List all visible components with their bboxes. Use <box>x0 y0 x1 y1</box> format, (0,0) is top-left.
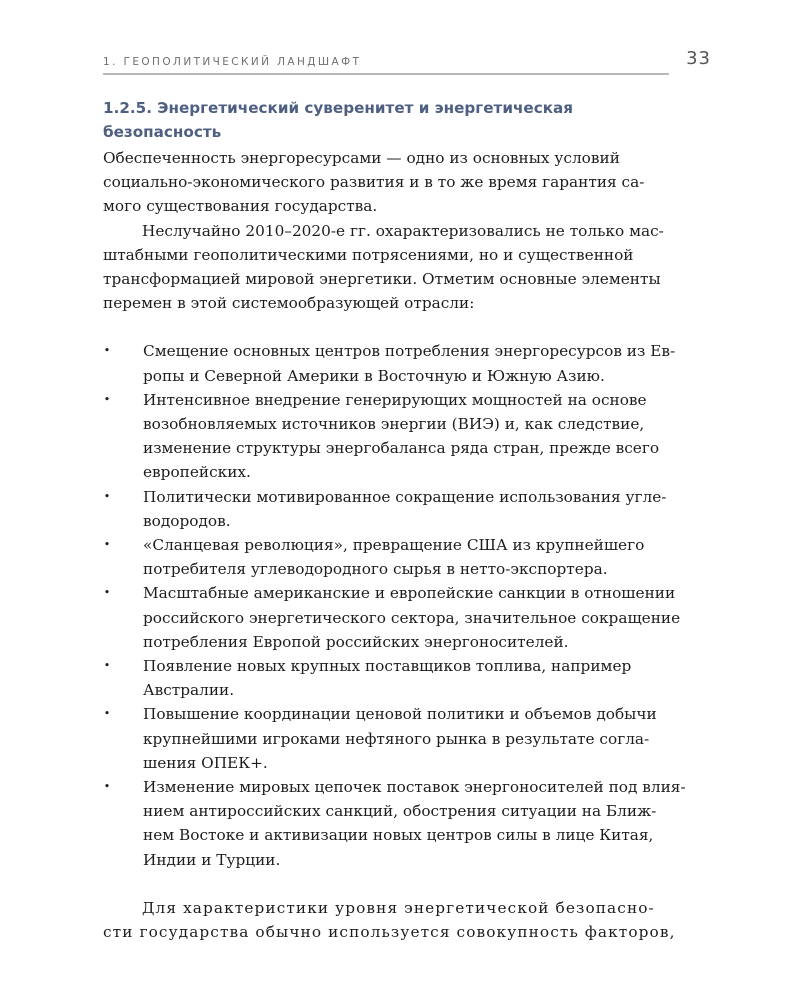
list-item <box>103 339 710 387</box>
bullet-icon: • <box>103 586 111 600</box>
text-line: потребления Европой российских энергоносителей. <box>143 632 569 651</box>
text-line: изменение структуры энергобаланса ряда стран, прежде всего <box>143 439 660 458</box>
bullet-icon: • <box>103 392 111 406</box>
list-item <box>103 654 710 702</box>
text-line: сти государства обычно используется совокупность факторов, <box>103 923 676 942</box>
text-line: Для характеристики уровня энергетической безопасно- <box>142 898 655 917</box>
paragraph-intro <box>103 146 710 219</box>
list-item <box>103 388 710 485</box>
page-body <box>103 96 710 944</box>
text-line: Масштабные американские и европейские санкции в отношении <box>143 584 676 603</box>
text-line: Интенсивное внедрение генерирующих мощностей на основе <box>143 390 647 409</box>
text-line: социально-экономического развития и в то же время гарантия са- <box>103 173 645 192</box>
bullet-icon: • <box>103 659 111 673</box>
section-heading-line: 1.2.5. Энергетический суверенитет и энергетическая <box>103 99 574 117</box>
text-line: водородов. <box>143 511 231 530</box>
text-line: шения ОПЕК+. <box>143 753 268 772</box>
list-item <box>103 775 710 872</box>
text-line: Обеспеченность энергоресурсами — одно из основных условий <box>103 149 620 167</box>
list-item <box>103 533 710 581</box>
section-heading <box>103 96 710 144</box>
section-heading-line: безопасность <box>103 123 222 141</box>
bullet-icon: • <box>103 344 111 358</box>
paragraph-security-factors <box>103 896 710 944</box>
text-line: ропы и Северной Америки в Восточную и Южную Азию. <box>143 366 605 385</box>
text-line: крупнейшими игроками нефтяного рынка в результате согла- <box>143 729 650 748</box>
text-line: российского энергетического сектора, значительное сокращение <box>143 608 681 627</box>
text-line: перемен в этой системообразующей отрасли: <box>103 294 475 313</box>
text-line: Индии и Турции. <box>143 850 281 869</box>
text-line: возобновляемых источников энергии (ВИЭ) и, как следствие, <box>143 415 645 434</box>
text-line: потребителя углеводородного сырья в нетто-экспортера. <box>143 560 608 579</box>
bullet-icon: • <box>103 489 111 503</box>
text-line: Смещение основных центров потребления энергоресурсов из Ев- <box>143 342 676 361</box>
chapter-running-title: 1. ГЕОПОЛИТИЧЕСКИЙ ЛАНДШАФТ <box>103 56 362 68</box>
bullet-icon: • <box>103 780 111 794</box>
text-line: нем Востоке и активизации новых центров силы в лице Китая, <box>143 826 654 845</box>
running-header <box>103 46 713 74</box>
list-item <box>103 702 710 775</box>
text-line: Изменение мировых цепочек поставок энергоносителей под влия- <box>143 778 686 797</box>
list-item <box>103 581 710 654</box>
text-line: штабными геополитическими потрясениями, но и существенной <box>103 245 634 264</box>
text-line: нием антироссийских санкций, обострения ситуации на Ближ- <box>143 802 657 821</box>
header-divider <box>103 73 669 75</box>
text-line: Появление новых крупных поставщиков топлива, например <box>143 657 632 676</box>
list-item <box>103 485 710 533</box>
text-line: европейских. <box>143 463 251 482</box>
text-line: Политически мотивированное сокращение использования угле- <box>143 487 667 506</box>
text-line: «Сланцевая революция», превращение США из крупнейшего <box>143 536 645 555</box>
bullet-icon: • <box>103 707 111 721</box>
paragraph-transformation <box>103 219 710 316</box>
text-line: Австралии. <box>143 681 235 700</box>
bullet-icon: • <box>103 538 111 552</box>
text-line: трансформацией мировой энергетики. Отметим основные элементы <box>103 270 661 289</box>
page-number: 33 <box>686 48 711 69</box>
changes-bullet-list <box>103 339 710 871</box>
text-line: Повышение координации ценовой политики и объемов добычи <box>143 705 657 724</box>
text-line: мого существования государства. <box>103 197 378 216</box>
text-line: Неслучайно 2010–2020-е гг. охарактеризовались не только мас- <box>142 221 664 240</box>
